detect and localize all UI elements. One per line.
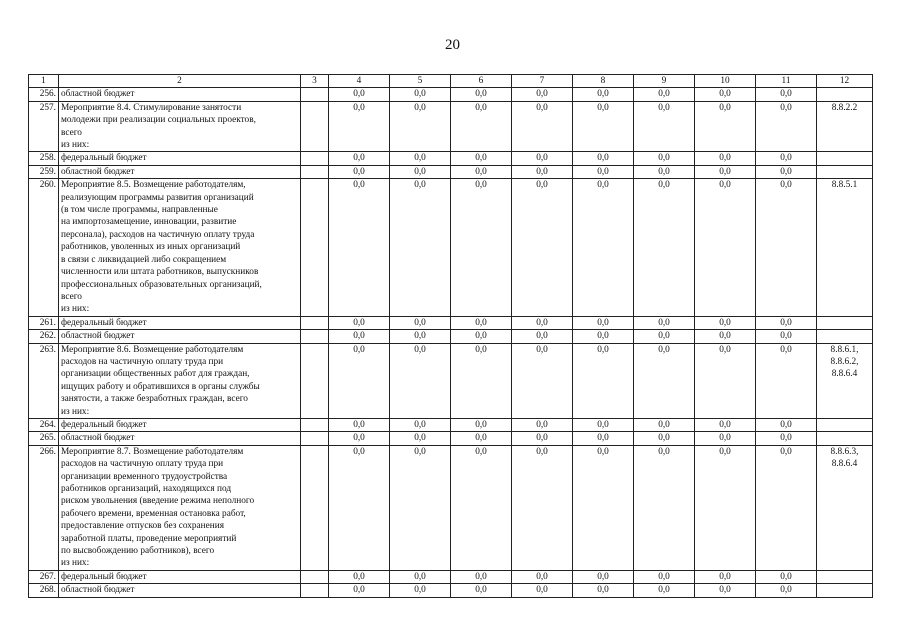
value-cell: 0,0	[695, 330, 756, 343]
row-number: 259.	[29, 165, 59, 178]
value-cell: 0,0	[451, 316, 512, 329]
value-cell: 0,0	[512, 152, 573, 165]
row-description: областной бюджет	[59, 584, 301, 597]
table-row	[29, 152, 873, 165]
row-number: 260.	[29, 179, 59, 316]
value-cell: 0,0	[329, 445, 390, 570]
table-row	[29, 343, 873, 418]
value-cell: 0,0	[695, 179, 756, 316]
value-cell: 0,0	[695, 101, 756, 152]
value-cell: 0,0	[390, 445, 451, 570]
value-cell: 0,0	[756, 570, 817, 583]
reference-cell	[817, 330, 873, 343]
value-cell: 0,0	[390, 418, 451, 431]
value-cell: 0,0	[756, 330, 817, 343]
value-cell: 0,0	[329, 330, 390, 343]
value-cell: 0,0	[512, 165, 573, 178]
column-3-cell	[301, 418, 329, 431]
column-header: 1	[29, 75, 59, 88]
column-header: 6	[451, 75, 512, 88]
row-description: федеральный бюджет	[59, 152, 301, 165]
value-cell: 0,0	[634, 584, 695, 597]
value-cell: 0,0	[695, 165, 756, 178]
value-cell: 0,0	[390, 152, 451, 165]
value-cell: 0,0	[756, 152, 817, 165]
value-cell: 0,0	[756, 179, 817, 316]
value-cell: 0,0	[512, 584, 573, 597]
value-cell: 0,0	[634, 445, 695, 570]
table-row	[29, 584, 873, 597]
table-row	[29, 316, 873, 329]
column-header: 11	[756, 75, 817, 88]
column-3-cell	[301, 165, 329, 178]
column-header: 12	[817, 75, 873, 88]
value-cell: 0,0	[634, 330, 695, 343]
value-cell: 0,0	[756, 584, 817, 597]
value-cell: 0,0	[634, 570, 695, 583]
value-cell: 0,0	[451, 88, 512, 101]
row-description: Мероприятие 8.6. Возмещение работодателям расходов на частичную оплату труда при организации общественных работ для граждан, ищущих работу и обратившихся в органы службы занятости, а также безработных граждан, всего из них:	[59, 343, 301, 418]
value-cell: 0,0	[695, 584, 756, 597]
row-description: областной бюджет	[59, 88, 301, 101]
value-cell: 0,0	[573, 343, 634, 418]
table-row	[29, 88, 873, 101]
table-row	[29, 330, 873, 343]
column-3-cell	[301, 570, 329, 583]
value-cell: 0,0	[512, 316, 573, 329]
table-row	[29, 445, 873, 570]
value-cell: 0,0	[756, 418, 817, 431]
value-cell: 0,0	[573, 179, 634, 316]
row-number: 267.	[29, 570, 59, 583]
column-number-header	[29, 75, 873, 88]
value-cell: 0,0	[573, 88, 634, 101]
value-cell: 0,0	[634, 88, 695, 101]
value-cell: 0,0	[695, 432, 756, 445]
value-cell: 0,0	[390, 432, 451, 445]
value-cell: 0,0	[634, 165, 695, 178]
value-cell: 0,0	[512, 343, 573, 418]
row-number: 257.	[29, 101, 59, 152]
value-cell: 0,0	[451, 570, 512, 583]
value-cell: 0,0	[573, 418, 634, 431]
value-cell: 0,0	[695, 570, 756, 583]
table-row	[29, 570, 873, 583]
value-cell: 0,0	[573, 330, 634, 343]
row-description: федеральный бюджет	[59, 418, 301, 431]
row-description: Мероприятие 8.7. Возмещение работодателям расходов на частичную оплату труда при организации временного трудоустройства работников организаций, находящихся под риском увольнения (введение режима неполного рабочего времени, временная остановка работ, предоставление отпусков без сохранения заработной платы, проведение мероприятий по высвобождению работников), всего из них:	[59, 445, 301, 570]
reference-cell: 8.8.2.2	[817, 101, 873, 152]
row-description: областной бюджет	[59, 165, 301, 178]
value-cell: 0,0	[390, 165, 451, 178]
value-cell: 0,0	[329, 343, 390, 418]
value-cell: 0,0	[451, 165, 512, 178]
value-cell: 0,0	[695, 445, 756, 570]
value-cell: 0,0	[451, 584, 512, 597]
reference-cell: 8.8.6.1, 8.8.6.2, 8.8.6.4	[817, 343, 873, 418]
row-number: 256.	[29, 88, 59, 101]
column-header: 4	[329, 75, 390, 88]
value-cell: 0,0	[695, 343, 756, 418]
value-cell: 0,0	[573, 165, 634, 178]
reference-cell	[817, 152, 873, 165]
value-cell: 0,0	[512, 330, 573, 343]
value-cell: 0,0	[329, 316, 390, 329]
row-description: федеральный бюджет	[59, 570, 301, 583]
value-cell: 0,0	[512, 179, 573, 316]
table-row	[29, 101, 873, 152]
value-cell: 0,0	[329, 88, 390, 101]
column-3-cell	[301, 101, 329, 152]
value-cell: 0,0	[329, 432, 390, 445]
value-cell: 0,0	[756, 343, 817, 418]
value-cell: 0,0	[573, 152, 634, 165]
row-description: федеральный бюджет	[59, 316, 301, 329]
column-header: 7	[512, 75, 573, 88]
value-cell: 0,0	[512, 570, 573, 583]
row-number: 258.	[29, 152, 59, 165]
column-3-cell	[301, 330, 329, 343]
value-cell: 0,0	[390, 584, 451, 597]
table-row	[29, 165, 873, 178]
value-cell: 0,0	[329, 418, 390, 431]
value-cell: 0,0	[573, 584, 634, 597]
value-cell: 0,0	[756, 445, 817, 570]
column-3-cell	[301, 432, 329, 445]
column-header: 3	[301, 75, 329, 88]
value-cell: 0,0	[512, 101, 573, 152]
value-cell: 0,0	[329, 101, 390, 152]
reference-cell: 8.8.6.3, 8.8.6.4	[817, 445, 873, 570]
column-header: 5	[390, 75, 451, 88]
column-header: 8	[573, 75, 634, 88]
value-cell: 0,0	[390, 179, 451, 316]
row-number: 263.	[29, 343, 59, 418]
column-header: 9	[634, 75, 695, 88]
column-3-cell	[301, 316, 329, 329]
row-description: Мероприятие 8.5. Возмещение работодателям, реализующим программы развития организаций (в том числе программы, направленные на импортозамещение, инновации, развитие персонала), расходов на частичную оплату труда работников, уволенных из иных организаций в связи с ликвидацией либо сокращением численности или штата работников, выпускников профессиональных образовательных организаций, всего из них:	[59, 179, 301, 316]
value-cell: 0,0	[756, 101, 817, 152]
value-cell: 0,0	[329, 570, 390, 583]
value-cell: 0,0	[512, 432, 573, 445]
value-cell: 0,0	[573, 316, 634, 329]
table-row	[29, 432, 873, 445]
reference-cell	[817, 316, 873, 329]
value-cell: 0,0	[512, 418, 573, 431]
value-cell: 0,0	[451, 330, 512, 343]
value-cell: 0,0	[451, 179, 512, 316]
reference-cell	[817, 432, 873, 445]
value-cell: 0,0	[573, 445, 634, 570]
column-3-cell	[301, 88, 329, 101]
reference-cell: 8.8.5.1	[817, 179, 873, 316]
row-description: областной бюджет	[59, 432, 301, 445]
value-cell: 0,0	[695, 418, 756, 431]
value-cell: 0,0	[634, 179, 695, 316]
reference-cell	[817, 418, 873, 431]
value-cell: 0,0	[451, 432, 512, 445]
value-cell: 0,0	[390, 88, 451, 101]
budget-table	[28, 74, 873, 598]
value-cell: 0,0	[390, 570, 451, 583]
value-cell: 0,0	[451, 152, 512, 165]
reference-cell	[817, 584, 873, 597]
value-cell: 0,0	[634, 101, 695, 152]
column-header: 2	[59, 75, 301, 88]
value-cell: 0,0	[329, 152, 390, 165]
reference-cell	[817, 570, 873, 583]
row-description: областной бюджет	[59, 330, 301, 343]
value-cell: 0,0	[512, 445, 573, 570]
value-cell: 0,0	[451, 343, 512, 418]
column-3-cell	[301, 445, 329, 570]
column-header: 10	[695, 75, 756, 88]
column-3-cell	[301, 343, 329, 418]
value-cell: 0,0	[634, 316, 695, 329]
value-cell: 0,0	[390, 343, 451, 418]
value-cell: 0,0	[390, 101, 451, 152]
value-cell: 0,0	[451, 445, 512, 570]
value-cell: 0,0	[573, 101, 634, 152]
value-cell: 0,0	[451, 101, 512, 152]
row-description: Мероприятие 8.4. Стимулирование занятости молодежи при реализации социальных проектов, всего из них:	[59, 101, 301, 152]
value-cell: 0,0	[329, 165, 390, 178]
value-cell: 0,0	[634, 343, 695, 418]
value-cell: 0,0	[634, 418, 695, 431]
value-cell: 0,0	[634, 152, 695, 165]
row-number: 264.	[29, 418, 59, 431]
value-cell: 0,0	[634, 432, 695, 445]
reference-cell	[817, 88, 873, 101]
value-cell: 0,0	[390, 316, 451, 329]
value-cell: 0,0	[573, 432, 634, 445]
value-cell: 0,0	[451, 418, 512, 431]
value-cell: 0,0	[756, 88, 817, 101]
value-cell: 0,0	[695, 88, 756, 101]
table-row	[29, 179, 873, 316]
value-cell: 0,0	[390, 330, 451, 343]
value-cell: 0,0	[756, 316, 817, 329]
value-cell: 0,0	[512, 88, 573, 101]
row-number: 268.	[29, 584, 59, 597]
row-number: 261.	[29, 316, 59, 329]
value-cell: 0,0	[329, 584, 390, 597]
row-number: 266.	[29, 445, 59, 570]
value-cell: 0,0	[329, 179, 390, 316]
column-3-cell	[301, 152, 329, 165]
row-number: 265.	[29, 432, 59, 445]
value-cell: 0,0	[695, 316, 756, 329]
column-3-cell	[301, 584, 329, 597]
value-cell: 0,0	[573, 570, 634, 583]
table-row	[29, 418, 873, 431]
column-3-cell	[301, 179, 329, 316]
value-cell: 0,0	[695, 152, 756, 165]
page-number: 20	[445, 37, 460, 53]
reference-cell	[817, 165, 873, 178]
value-cell: 0,0	[756, 432, 817, 445]
row-number: 262.	[29, 330, 59, 343]
value-cell: 0,0	[756, 165, 817, 178]
